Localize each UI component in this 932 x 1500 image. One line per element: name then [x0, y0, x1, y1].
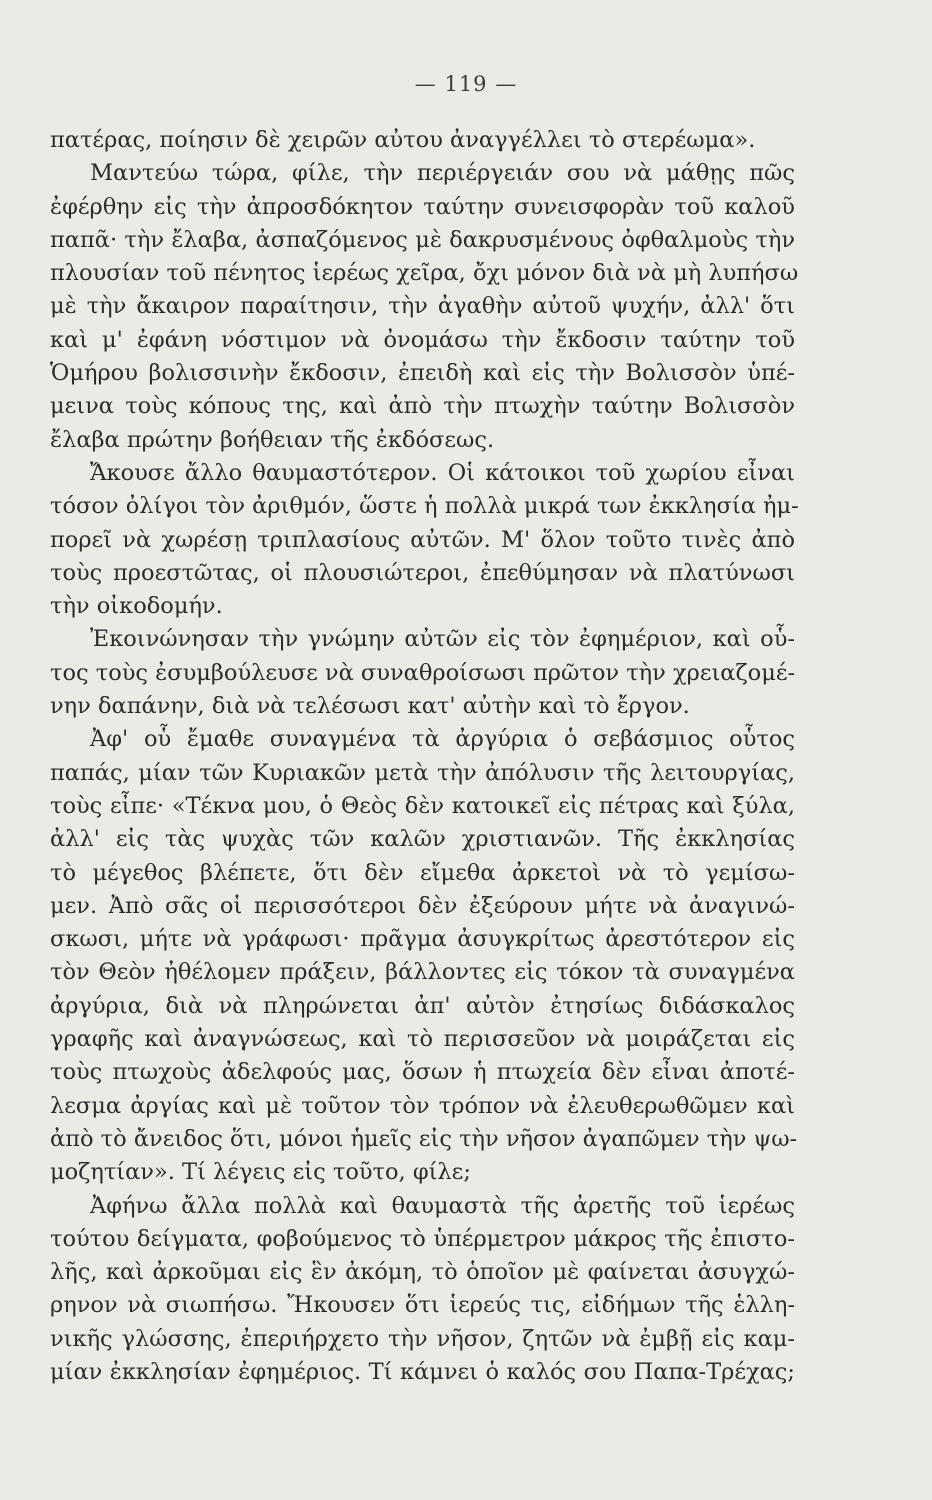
text-line: μὲ τὴν ἄκαιρον παραίτησιν, τὴν ἀγαθὴν αὐτοῦ ψυχήν, ἀλλ' ὅτι: [50, 293, 795, 320]
text-line: μεινα τοὺς κόπους της, καὶ ἀπὸ τὴν πτωχὴν ταύτην Βολισσὸν: [50, 393, 795, 420]
text-line: ἀργύρια, διὰ νὰ πληρώνεται ἀπ' αὐτὸν ἐτησίως διδάσκαλος: [50, 992, 795, 1019]
text-line: σκωσι, μήτε νὰ γράφωσι· πρᾶγμα ἀσυγκρίτως ἀρεστότερον εἰς: [50, 926, 795, 953]
text-line: τὸν Θεὸν ἠθέλομεν πράξειν, βάλλοντες εἰς τόκον τὰ συναγμένα: [50, 959, 795, 986]
text-line: τοὺς εἶπε· «Τέκνα μου, ὁ Θεὸς δὲν κατοικεῖ εἰς πέτρας καὶ ξύλα,: [50, 792, 795, 819]
text-line: πλουσίαν τοῦ πένητος ἱερέως χεῖρα, ὄχι μόνον διὰ νὰ μὴ λυπήσω: [50, 260, 799, 287]
text-line: τὸ μέγεθος βλέπετε, ὅτι δὲν εἴμεθα ἀρκετοὶ νὰ τὸ γεμίσω-: [50, 859, 795, 886]
text-line: πατέρας, ποίησιν δὲ χειρῶν αὐτου ἀναγγέλλει τὸ στερέωμα».: [50, 127, 756, 153]
text-line: μοζητίαν». Τί λέγεις εἰς τοῦτο, φίλε;: [50, 1159, 471, 1186]
text-line: λῆς, καὶ ἀρκοῦμαι εἰς ἓν ἀκόμη, τὸ ὁποῖον μὲ φαίνεται ἀσυγχώ-: [50, 1259, 795, 1286]
text-line: τοὺς πτωχοὺς ἀδελφούς μας, ὅσων ἡ πτωχεία δὲν εἶναι ἀποτέ-: [50, 1059, 795, 1086]
text-line: πορεῖ νὰ χωρέσῃ τριπλασίους αὐτῶν. Μ' ὅλον τοῦτο τινὲς ἀπὸ: [50, 526, 795, 553]
text-line: τὴν οἰκοδομήν.: [50, 593, 223, 620]
text-line: νην δαπάνην, διὰ νὰ τελέσωσι κατ' αὐτὴν καὶ τὸ ἔργον.: [50, 693, 690, 720]
text-line: Ἐκοινώνησαν τὴν γνώμην αὐτῶν εἰς τὸν ἐφημέριον, καὶ οὗ-: [90, 626, 795, 653]
text-line: ἀλλ' εἰς τὰς ψυχὰς τῶν καλῶν χριστιανῶν. Τῆς ἐκκλησίας: [50, 826, 795, 853]
text-line: Μαντεύω τώρα, φίλε, τὴν περιέργειάν σου νὰ μάθῃς πῶς: [90, 160, 795, 187]
text-line: τόσον ὀλίγοι τὸν ἀριθμόν, ὥστε ἡ πολλὰ μικρά των ἐκκλησία ἠμ-: [50, 493, 799, 520]
text-line: Ἄκουσε ἄλλο θαυμαστότερον. Οἱ κάτοικοι τοῦ χωρίου εἶναι: [90, 459, 795, 486]
text-line: τοὺς προεστῶτας, οἱ πλουσιώτεροι, ἐπεθύμησαν νὰ πλατύνωσι: [50, 559, 795, 586]
text-line: καὶ μ' ἐφάνη νόστιμον νὰ ὀνομάσω τὴν ἔκδοσιν ταύτην τοῦ: [50, 326, 795, 353]
text-line: ἔλαβα πρώτην βοήθειαν τῆς ἐκδόσεως.: [50, 426, 495, 453]
text-line: Ἀφ' οὗ ἔμαθε συναγμένα τὰ ἀργύρια ὁ σεβάσμιος οὗτος: [90, 726, 795, 753]
text-line: γραφῆς καὶ ἀναγνώσεως, καὶ τὸ περισσεῦον νὰ μοιράζεται εἰς: [50, 1026, 795, 1053]
text-line: λεσμα ἀργίας καὶ μὲ τοῦτον τὸν τρόπον νὰ ἐλευθερωθῶμεν καὶ: [50, 1092, 795, 1119]
page-number: — 119 —: [414, 72, 518, 96]
text-line: ἀπὸ τὸ ἄνειδος ὅτι, μόνοι ἡμεῖς εἰς τὴν νῆσον ἀγαπῶμεν τὴν ψω-: [50, 1125, 798, 1152]
text-line: παπάς, μίαν τῶν Κυριακῶν μετὰ τὴν ἀπόλυσιν τῆς λειτουργίας,: [50, 759, 795, 786]
text-line: ρηνον νὰ σιωπήσω. Ἤκουσεν ὅτι ἱερεύς τις, εἰδήμων τῆς ἑλλη-: [50, 1292, 795, 1319]
text-line: Ὁμήρου βολισσινὴν ἔκδοσιν, ἐπειδὴ καὶ εἰς τὴν Βολισσὸν ὑπέ-: [50, 360, 795, 387]
text-line: τος τοὺς ἐσυμβούλευσε νὰ συναθροίσωσι πρῶτον τὴν χρειαζομέ-: [50, 659, 796, 686]
text-line: νικῆς γλώσσης, ἐπεριήρχετο τὴν νῆσον, ζητῶν νὰ ἐμβῇ εἰς καμ-: [50, 1325, 795, 1352]
text-line: μίαν ἐκκλησίαν ἐφημέριος. Τί κάμνει ὁ καλός σου Παπα-Τρέχας;: [50, 1358, 795, 1385]
text-line: ἐφέρθην εἰς τὴν ἀπροσδόκητον ταύτην συνεισφορὰν τοῦ καλοῦ: [50, 193, 795, 220]
body-text: [50, 124, 799, 1389]
text-line: παπᾶ· τὴν ἔλαβα, ἀσπαζόμενος μὲ δακρυσμένους ὀφθαλμοὺς τὴν: [50, 226, 795, 253]
text-line: τούτου δείγματα, φοβούμενος τὸ ὑπέρμετρον μάκρος τῆς ἐπιστο-: [50, 1225, 795, 1252]
text-line: Ἀφήνω ἄλλα πολλὰ καὶ θαυμαστὰ τῆς ἀρετῆς τοῦ ἱερέως: [90, 1192, 795, 1219]
text-line: μεν. Ἀπὸ σᾶς οἱ περισσότεροι δὲν ἐξεύρουν μήτε νὰ ἀναγινώ-: [50, 892, 795, 919]
